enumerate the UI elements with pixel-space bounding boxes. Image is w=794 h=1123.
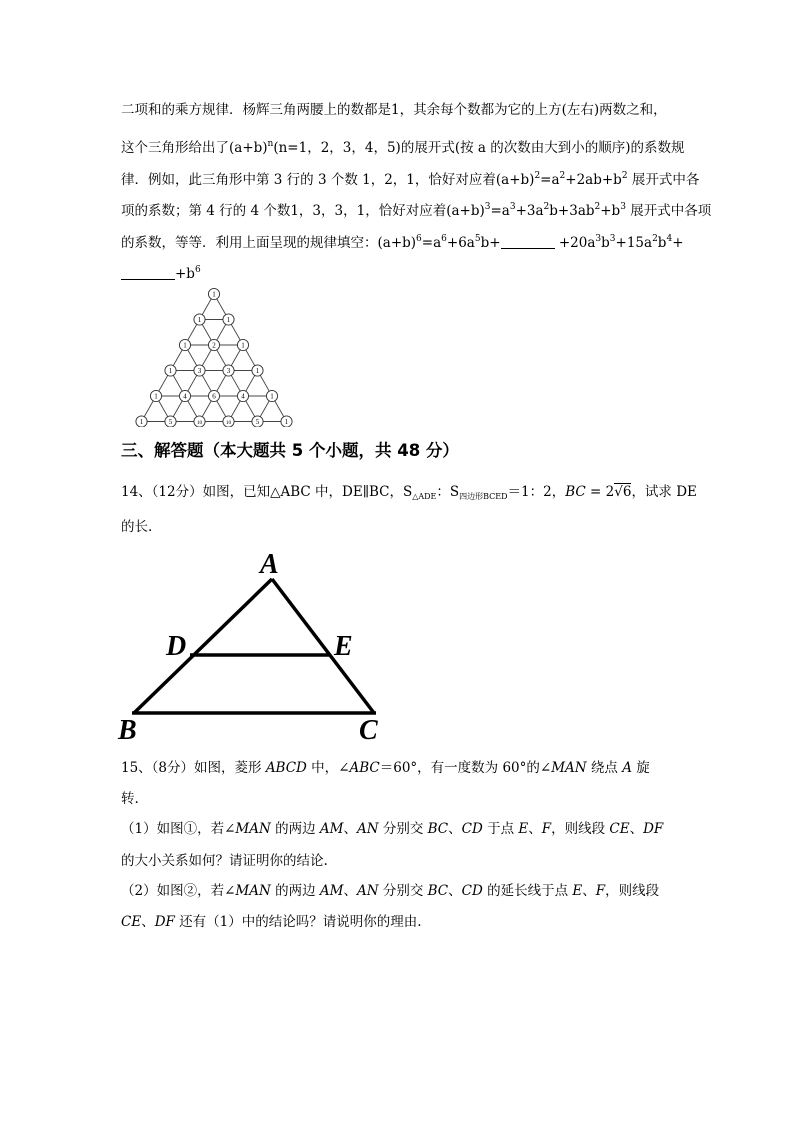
pascal-value: 4: [241, 392, 245, 401]
p13-line-4: 项的系数；第 4 行的 4 个数1，3，3，1，恰好对应着$(a+b)^3=a^3+3a^2b+3ab^2+b^3$ 展开式中各项: [121, 202, 712, 219]
pascal-node: [223, 314, 234, 325]
pascal-value: 3: [226, 367, 231, 376]
p13-line-1: 二项和的乘方规律．杨辉三角两腰上的数都是1，其余每个数都为它的上方(左右)两数之和，: [121, 102, 667, 118]
pascal-triangle-figure: [128, 282, 298, 427]
p15-part1-line-1: （1）如图①，若∠MAN 的两边 AM、AN 分别交 BC、CD 于点 E、F，则线段 CE、DF: [121, 821, 664, 837]
pascal-value: 1: [226, 316, 231, 325]
side-ab: [134, 579, 272, 713]
p14-line-2: 的长.: [121, 519, 153, 535]
pascal-value: 1: [241, 341, 245, 350]
label-e: E: [334, 631, 353, 662]
pascal-node: [223, 416, 234, 427]
p13-line-5: 的系数，等等．利用上面呈现的规律填空：$(a+b)^6=a^6+6a^5b+ +20a^3b^3+15a^2b^4+$: [121, 234, 684, 251]
pascal-node: [194, 314, 205, 325]
pascal-value: 1: [168, 367, 173, 376]
pascal-node: [136, 416, 147, 427]
pascal-node: [252, 416, 263, 427]
label-d: D: [166, 631, 187, 662]
pascal-node: [237, 339, 248, 350]
pascal-node: [165, 365, 176, 376]
pascal-node: [208, 339, 219, 350]
p15-part2-line-2: CE、DF 还有（1）中的结论吗？请说明你的理由.: [121, 914, 422, 930]
answer-blank-2[interactable]: [121, 267, 175, 280]
pascal-node: [223, 365, 234, 376]
pascal-node: [194, 416, 205, 427]
pascal-value: 1: [212, 290, 216, 299]
p13-line-2: 这个三角形给出了$(a+b)^n(n=1$，2，3，4，5)的展开式(按 a 的次数由大到小的顺序)的系数规: [121, 139, 685, 156]
pascal-node: [252, 365, 263, 376]
pascal-node: [165, 416, 176, 427]
pascal-node: [208, 390, 219, 401]
pascal-value: 1: [255, 367, 260, 376]
pascal-value: 1: [154, 392, 158, 401]
pascal-node: [179, 390, 190, 401]
pascal-value: 5: [168, 418, 173, 427]
label-a: A: [260, 549, 279, 580]
pascal-node: [194, 365, 205, 376]
pascal-value: 10: [225, 420, 232, 427]
pascal-value: 1: [139, 418, 144, 427]
p15-line-1: 15、（8分）如图，菱形 ABCD 中，∠ABC＝60°，有一度数为 60°的∠MAN 绕点 A 旋: [121, 760, 650, 776]
p15-line-2: 转.: [121, 791, 139, 807]
pascal-node: [281, 416, 292, 427]
pascal-value: 5: [255, 418, 260, 427]
pascal-value: 4: [183, 392, 187, 401]
p14-line-1: 14、（12分）如图，已知△ABC 中，DE∥BC，$S_{\triangle ADE}$：$S_{四边形BCED}=1$：2，BC = 2√6，试求 DE: [121, 484, 697, 501]
label-b: B: [118, 715, 137, 745]
section-heading: 三、解答题（本大题共 5 个小题，共 48 分）: [121, 441, 459, 460]
pascal-value: 1: [183, 341, 187, 350]
p15-part1-line-2: 的大小关系如何？请证明你的结论.: [121, 853, 328, 869]
pascal-node: [208, 288, 219, 299]
pascal-node: [237, 390, 248, 401]
pascal-value: 2: [212, 341, 216, 350]
pascal-node: [150, 390, 161, 401]
pascal-value: 1: [197, 316, 202, 325]
pascal-node: [179, 339, 190, 350]
pascal-value: 1: [284, 418, 289, 427]
label-c: C: [359, 715, 378, 745]
pascal-value: 10: [196, 420, 203, 427]
pascal-value: 6: [212, 392, 216, 401]
triangle-abc-figure: [112, 545, 402, 745]
pascal-value: 1: [270, 392, 274, 401]
p13-line-3: 律．例如，此三角形中第 3 行的 3 个数 1，2，1，恰好对应着$(a+b)^2=a^2+2ab+b^2$ 展开式中各: [121, 171, 700, 188]
pascal-node: [266, 390, 277, 401]
pascal-value: 3: [197, 367, 202, 376]
answer-blank-1[interactable]: [501, 236, 555, 249]
p15-part2-line-1: （2）如图②，若∠MAN 的两边 AM、AN 分别交 BC、CD 的延长线于点 E、F，则线段: [121, 883, 660, 899]
side-ac: [272, 579, 374, 713]
p13-line-6: $+b^6$: [121, 260, 201, 284]
